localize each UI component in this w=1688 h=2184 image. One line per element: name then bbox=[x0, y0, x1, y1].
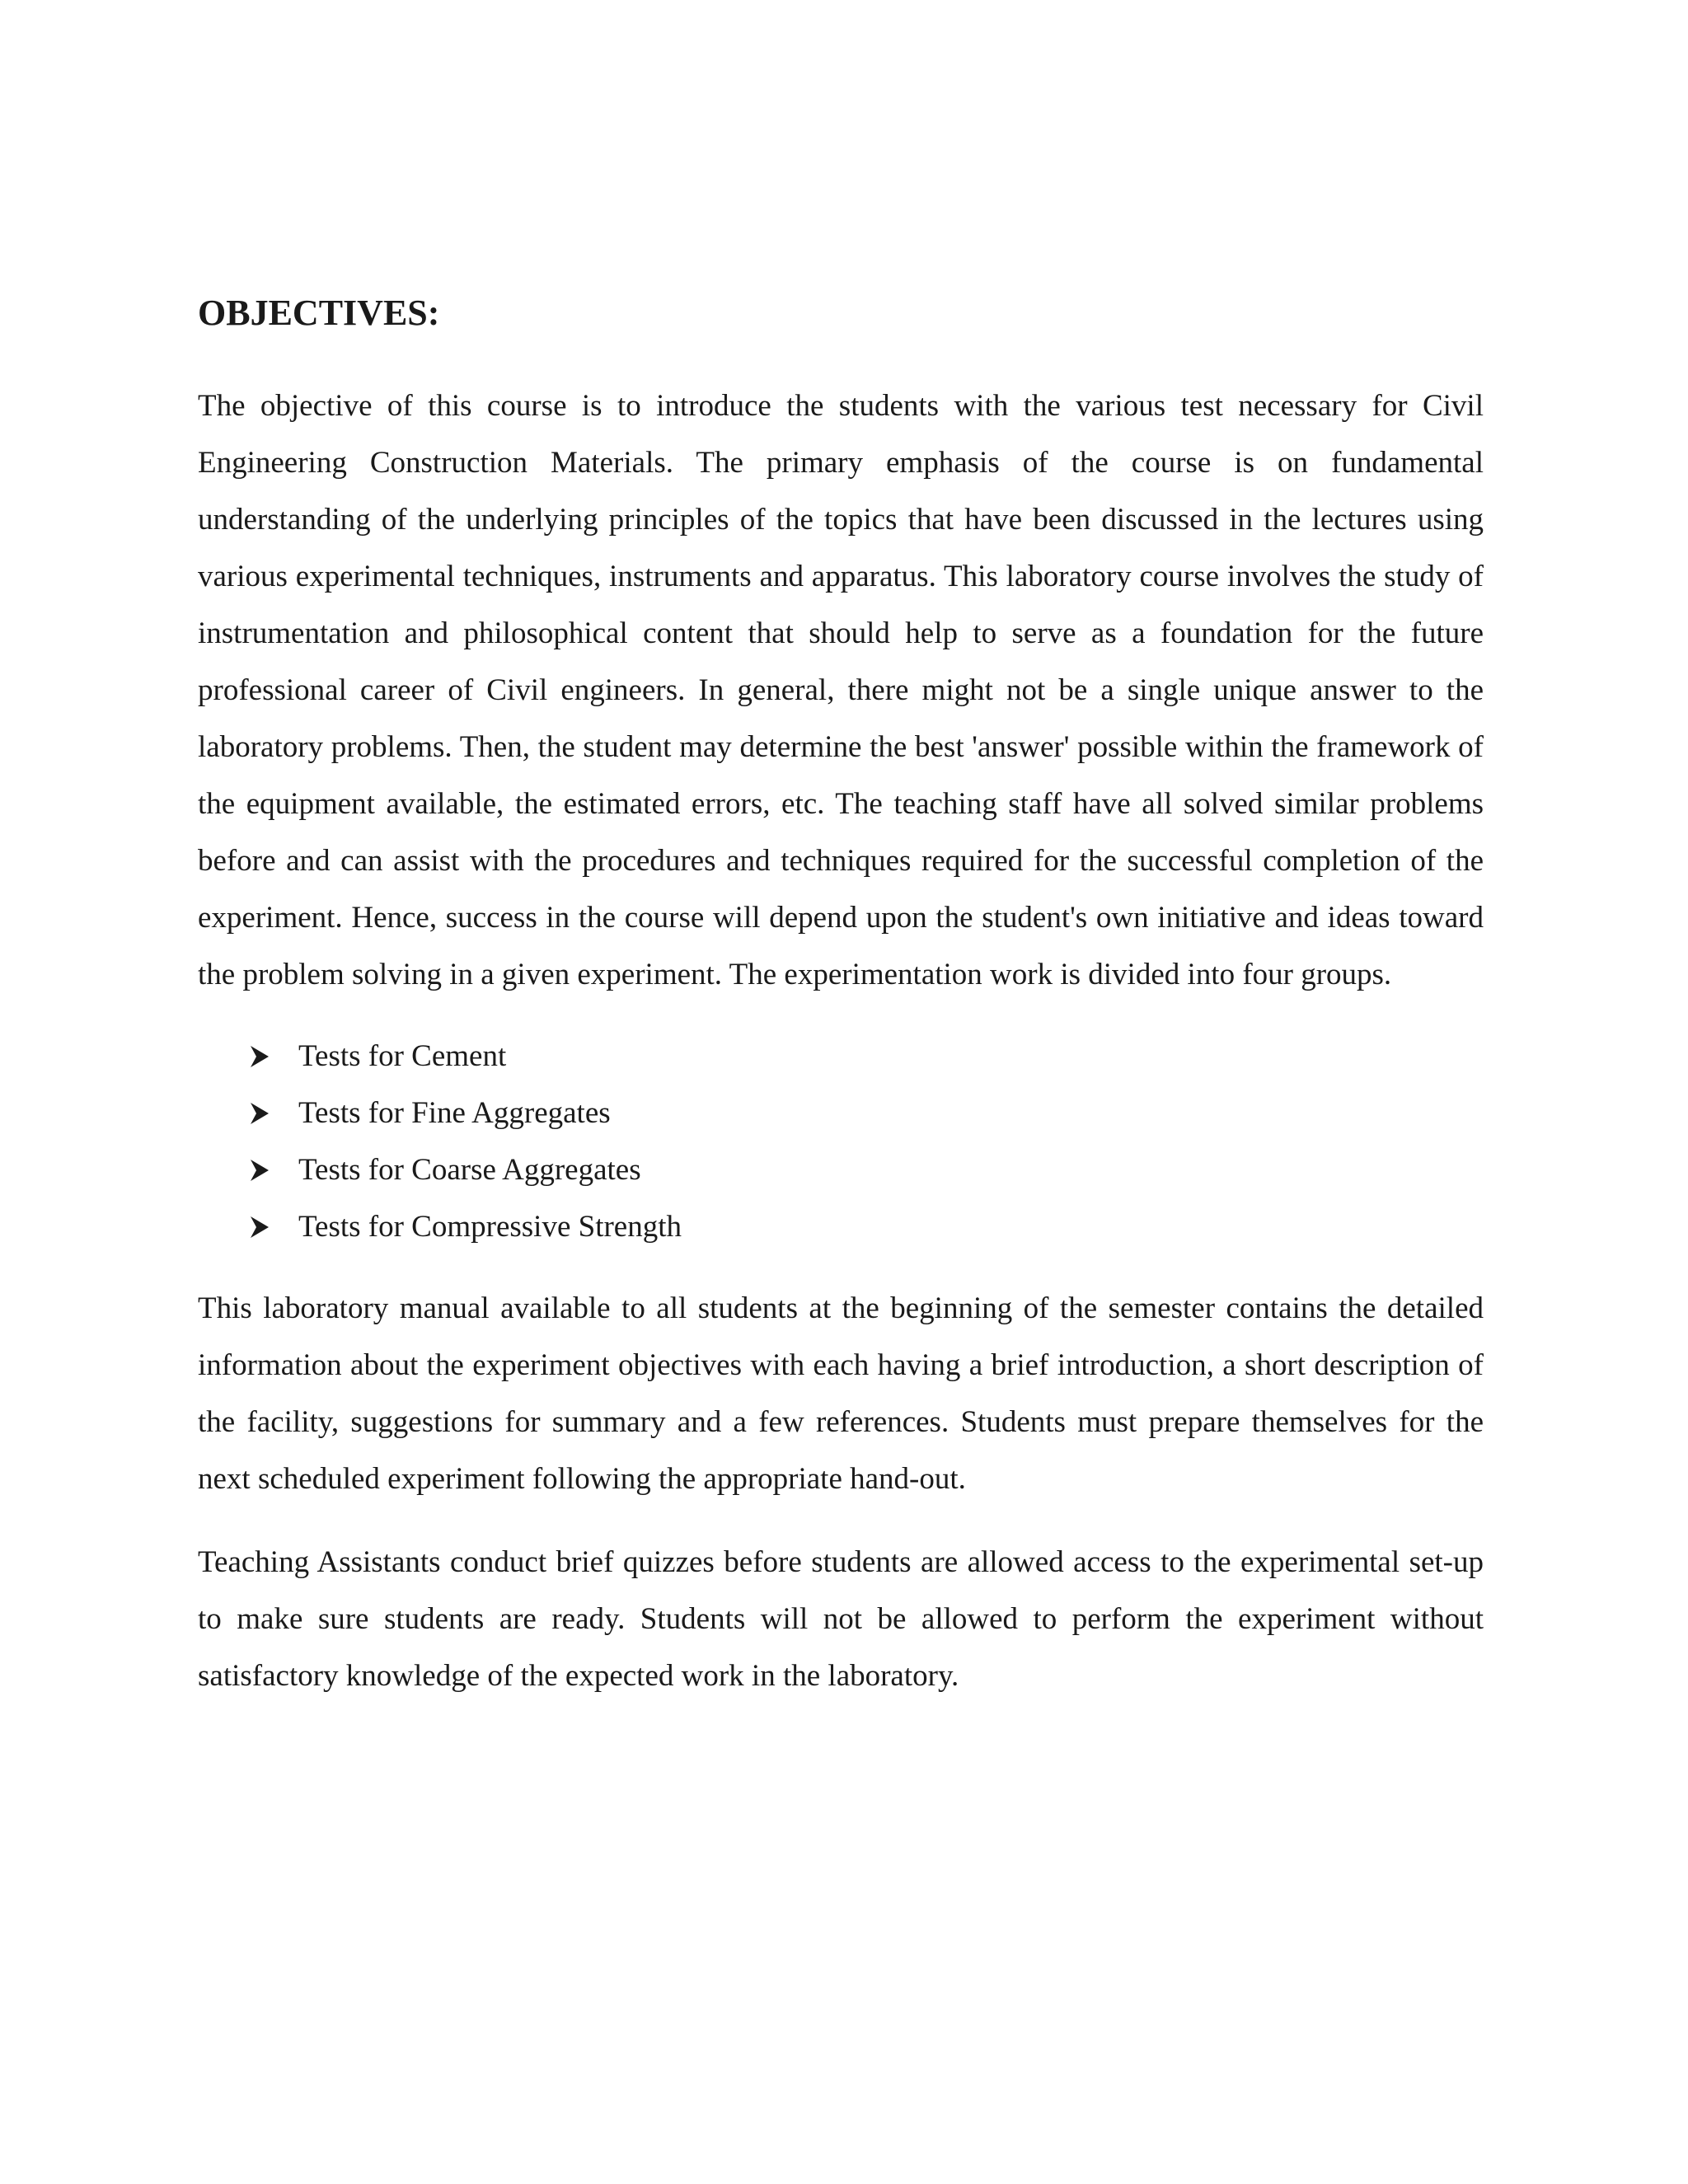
arrowhead-bullet-icon bbox=[249, 1141, 274, 1198]
list-item-label: Tests for Fine Aggregates bbox=[298, 1096, 611, 1130]
list-item-label: Tests for Cement bbox=[298, 1039, 507, 1073]
list-item-label: Tests for Compressive Strength bbox=[298, 1210, 682, 1244]
arrowhead-bullet-icon bbox=[249, 1085, 274, 1141]
test-groups-list bbox=[198, 1028, 1484, 1255]
quiz-paragraph: Teaching Assistants conduct brief quizzes before students are allowed access to the experimental set-up to make sure students are ready. Students will not be allowed to perform the experiment without satisfactory knowledge of the expected work in the laboratory. bbox=[198, 1545, 1484, 1693]
document-content bbox=[198, 288, 1484, 1704]
arrowhead-bullet-icon bbox=[249, 1198, 274, 1255]
list-item bbox=[249, 1028, 1484, 1085]
list-item-label: Tests for Coarse Aggregates bbox=[298, 1153, 641, 1187]
list-item bbox=[249, 1198, 1484, 1255]
intro-paragraph: The objective of this course is to introduce the students with the various test necessary for Civil Engineering Construction Materials. The primary emphasis of the course is on fundamental understanding of the underlying principles of the topics that have been discussed in the lectures using various experimental techniques, instruments and apparatus. This laboratory course involves the study of instrumentation and philosophical content that should help to serve as a foundation for the future professional career of Civil engineers. In general, there might not be a single unique answer to the laboratory problems. Then, the student may determine the best 'answer' possible within the framework of the equipment available, the estimated errors, etc. The teaching staff have all solved similar problems before and can assist with the procedures and techniques required for the successful completion of the experiment. Hence, success in the course will depend upon the student's own initiative and ideas toward the problem solving in a given experiment. The experimentation work is divided into four groups. bbox=[198, 389, 1484, 991]
list-item bbox=[249, 1085, 1484, 1141]
arrowhead-bullet-icon bbox=[249, 1028, 274, 1085]
manual-paragraph: This laboratory manual available to all students at the beginning of the semester contains the detailed information about the experiment objectives with each having a brief introduction, a short description of the facility, suggestions for summary and a few references. Students must prepare themselves for the next scheduled experiment following the appropriate hand-out. bbox=[198, 1291, 1484, 1496]
page-title: OBJECTIVES: bbox=[198, 293, 440, 333]
list-item bbox=[249, 1141, 1484, 1198]
